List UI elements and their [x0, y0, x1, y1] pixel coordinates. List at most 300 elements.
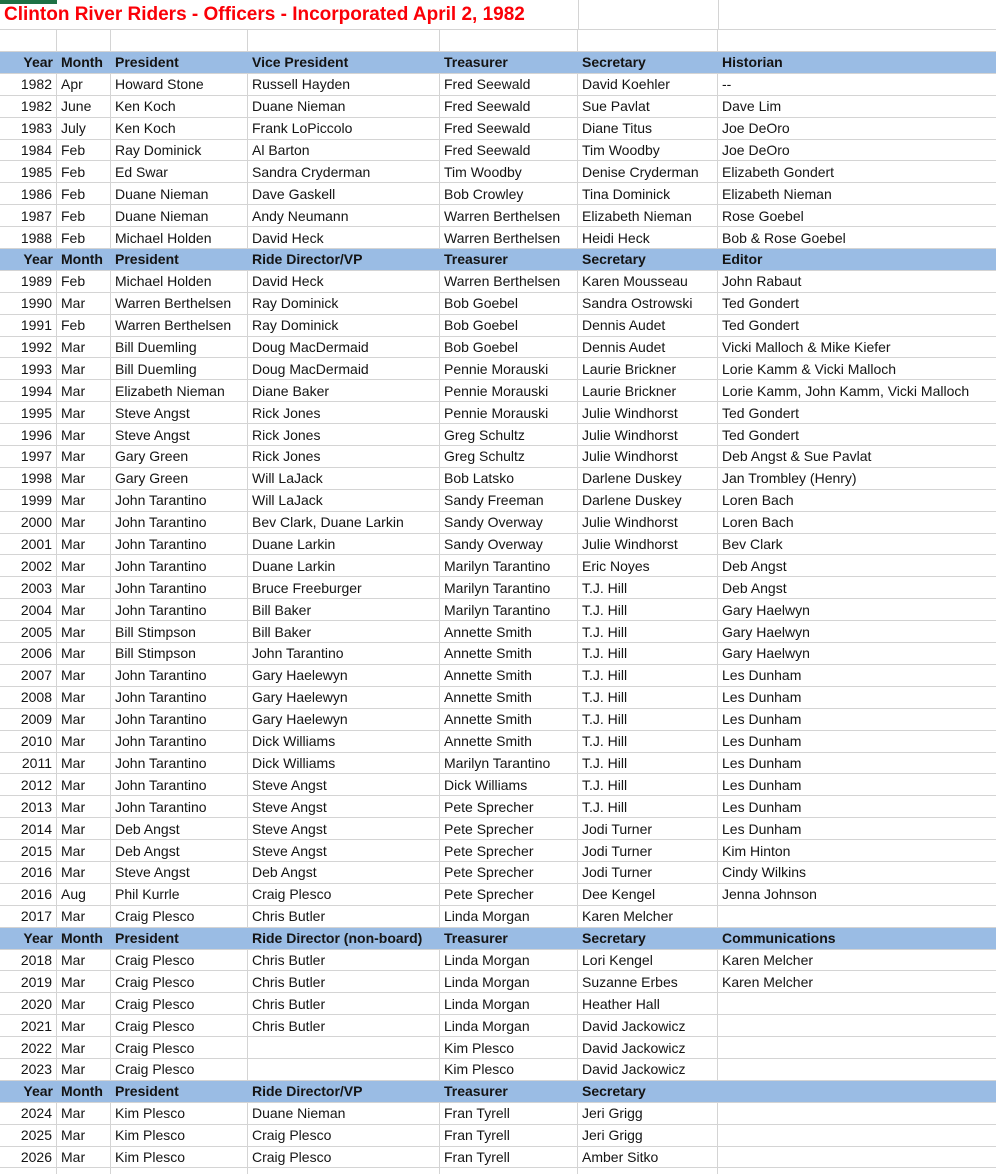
cell-extra[interactable]: Ted Gondert [722, 317, 800, 334]
cell-secretary[interactable]: David Jackowicz [578, 1037, 718, 1058]
cell-president[interactable]: Warren Berthelsen [111, 315, 248, 336]
cell-month[interactable]: Feb [57, 205, 111, 226]
header-cell-secretary[interactable]: Secretary [582, 251, 646, 268]
cell-vp[interactable]: Diane Baker [248, 380, 440, 401]
cell-vp[interactable]: Gary Haelewyn [248, 687, 440, 708]
cell-year[interactable]: 2013 [0, 796, 57, 817]
cell-month[interactable]: Mar [57, 643, 111, 664]
cell-year[interactable]: 2000 [0, 512, 57, 533]
cell-vp[interactable]: Steve Angst [248, 796, 440, 817]
cell-month[interactable]: Mar [57, 402, 111, 423]
cell-secretary[interactable]: Darlene Duskey [578, 490, 718, 511]
cell-secretary[interactable]: Denise Cryderman [578, 161, 718, 182]
cell-president[interactable]: Craig Plesco [111, 971, 248, 992]
cell-secretary[interactable]: Julie Windhorst [578, 402, 718, 423]
cell-treasurer[interactable]: Bob Goebel [440, 293, 578, 314]
cell-extra[interactable]: Les Dunham [722, 798, 802, 815]
cell-year[interactable]: 2014 [0, 818, 57, 839]
cell-vp[interactable]: Russell Hayden [248, 74, 440, 95]
empty-cell[interactable] [57, 30, 111, 51]
cell-vp[interactable]: Sandra Cryderman [248, 161, 440, 182]
cell-month[interactable]: Mar [57, 840, 111, 861]
empty-cell[interactable] [0, 30, 57, 51]
cell-vp[interactable]: Dick Williams [248, 731, 440, 752]
cell-president[interactable]: Craig Plesco [111, 1015, 248, 1036]
cell-vp[interactable]: Ray Dominick [248, 315, 440, 336]
header-cell-secretary[interactable]: Secretary [582, 930, 646, 947]
cell-secretary[interactable]: Elizabeth Nieman [578, 205, 718, 226]
cell-secretary[interactable]: T.J. Hill [578, 687, 718, 708]
cell-month[interactable]: July [57, 118, 111, 139]
empty-cell[interactable] [0, 1168, 57, 1174]
cell-president[interactable]: Phil Kurrle [111, 884, 248, 905]
cell-president[interactable]: Steve Angst [111, 424, 248, 445]
cell-month[interactable]: Mar [57, 818, 111, 839]
cell-extra[interactable]: Les Dunham [722, 820, 802, 837]
cell-president[interactable]: Michael Holden [111, 271, 248, 292]
cell-secretary[interactable]: Karen Melcher [578, 906, 718, 927]
header-cell-president[interactable]: President [115, 1083, 179, 1100]
cell-treasurer[interactable]: Marilyn Tarantino [440, 753, 578, 774]
cell-president[interactable]: Duane Nieman [111, 183, 248, 204]
cell-vp[interactable]: Will LaJack [248, 490, 440, 511]
cell-month[interactable]: Mar [57, 753, 111, 774]
empty-cell[interactable] [718, 0, 996, 29]
cell-year[interactable]: 2007 [0, 665, 57, 686]
cell-vp[interactable]: Duane Larkin [248, 555, 440, 576]
cell-extra[interactable]: Cindy Wilkins [722, 864, 807, 881]
cell-vp[interactable]: Craig Plesco [248, 1147, 440, 1168]
cell-extra[interactable]: Gary Haelwyn [722, 645, 810, 662]
cell-secretary[interactable]: David Jackowicz [578, 1059, 718, 1080]
cell-extra[interactable]: Les Dunham [722, 754, 802, 771]
cell-vp[interactable]: Craig Plesco [248, 1125, 440, 1146]
cell-month[interactable]: Mar [57, 1147, 111, 1168]
cell-extra[interactable]: Gary Haelwyn [722, 601, 810, 618]
cell-secretary[interactable]: Tina Dominick [578, 183, 718, 204]
cell-year[interactable]: 1982 [0, 96, 57, 117]
cell-extra[interactable]: Lorie Kamm & Vicki Malloch [722, 360, 897, 377]
cell-month[interactable]: Mar [57, 993, 111, 1014]
header-cell-month[interactable]: Month [61, 1083, 103, 1100]
cell-vp[interactable]: Bruce Freeburger [248, 577, 440, 598]
header-cell-secretary[interactable]: Secretary [582, 54, 646, 71]
cell-month[interactable]: Mar [57, 337, 111, 358]
cell-month[interactable]: Mar [57, 621, 111, 642]
empty-cell[interactable] [718, 30, 996, 51]
cell-month[interactable]: Mar [57, 665, 111, 686]
cell-treasurer[interactable]: Marilyn Tarantino [440, 599, 578, 620]
header-cell-vp[interactable]: Ride Director/VP [252, 1083, 363, 1100]
cell-month[interactable]: Feb [57, 315, 111, 336]
cell-month[interactable]: Aug [57, 884, 111, 905]
cell-vp[interactable]: John Tarantino [248, 643, 440, 664]
cell-vp[interactable]: Rick Jones [248, 424, 440, 445]
cell-secretary[interactable]: T.J. Hill [578, 796, 718, 817]
cell-secretary[interactable]: Sandra Ostrowski [578, 293, 718, 314]
cell-vp[interactable]: Andy Neumann [248, 205, 440, 226]
cell-extra[interactable]: Lorie Kamm, John Kamm, Vicki Malloch [722, 382, 970, 399]
header-cell-year[interactable]: Year [23, 1083, 53, 1100]
cell-extra[interactable]: Joe DeOro [722, 142, 790, 158]
cell-year[interactable]: 1994 [0, 380, 57, 401]
cell-year[interactable]: 2012 [0, 774, 57, 795]
cell-year[interactable]: 2019 [0, 971, 57, 992]
cell-treasurer[interactable]: Kim Plesco [440, 1037, 578, 1058]
cell-month[interactable]: Mar [57, 774, 111, 795]
cell-secretary[interactable]: Eric Noyes [578, 555, 718, 576]
cell-secretary[interactable]: Julie Windhorst [578, 424, 718, 445]
cell-treasurer[interactable]: Annette Smith [440, 731, 578, 752]
cell-secretary[interactable]: Jeri Grigg [578, 1125, 718, 1146]
cell-secretary[interactable]: Suzanne Erbes [578, 971, 718, 992]
header-cell-month[interactable]: Month [61, 930, 103, 947]
cell-vp[interactable]: Duane Nieman [248, 1103, 440, 1124]
cell-president[interactable]: Michael Holden [111, 227, 248, 248]
cell-extra[interactable]: Ted Gondert [722, 295, 800, 312]
cell-president[interactable]: Craig Plesco [111, 906, 248, 927]
header-cell-year[interactable]: Year [23, 251, 53, 268]
cell-extra[interactable] [718, 1147, 996, 1168]
cell-extra[interactable]: Gary Haelwyn [722, 623, 810, 640]
cell-president[interactable]: Ray Dominick [111, 140, 248, 161]
cell-president[interactable]: John Tarantino [111, 534, 248, 555]
empty-cell[interactable] [248, 30, 440, 51]
header-cell-treasurer[interactable]: Treasurer [444, 54, 508, 71]
cell-year[interactable]: 1986 [0, 183, 57, 204]
cell-extra[interactable]: Bev Clark [722, 536, 783, 553]
cell-extra[interactable] [718, 1103, 996, 1124]
empty-cell[interactable] [440, 1168, 578, 1174]
cell-month[interactable]: Mar [57, 796, 111, 817]
cell-extra[interactable]: Ted Gondert [722, 404, 800, 421]
header-cell-extra[interactable]: Communications [722, 930, 836, 947]
cell-treasurer[interactable]: Fred Seewald [440, 118, 578, 139]
cell-treasurer[interactable]: Annette Smith [440, 687, 578, 708]
cell-secretary[interactable]: Heather Hall [578, 993, 718, 1014]
header-cell-vp[interactable]: Ride Director/VP [252, 251, 363, 268]
cell-month[interactable]: Feb [57, 271, 111, 292]
cell-secretary[interactable]: Tim Woodby [578, 140, 718, 161]
cell-extra[interactable] [718, 1015, 996, 1036]
cell-secretary[interactable]: David Koehler [578, 74, 718, 95]
cell-treasurer[interactable]: Fred Seewald [440, 96, 578, 117]
cell-month[interactable]: Mar [57, 687, 111, 708]
cell-month[interactable]: Feb [57, 183, 111, 204]
cell-month[interactable]: Mar [57, 358, 111, 379]
cell-secretary[interactable]: Julie Windhorst [578, 512, 718, 533]
cell-month[interactable]: Feb [57, 227, 111, 248]
cell-month[interactable]: Mar [57, 1059, 111, 1080]
cell-president[interactable]: Ken Koch [111, 96, 248, 117]
cell-treasurer[interactable]: Kim Plesco [440, 1059, 578, 1080]
empty-cell[interactable] [578, 0, 718, 29]
cell-extra[interactable] [718, 1059, 996, 1080]
cell-vp[interactable]: Chris Butler [248, 993, 440, 1014]
cell-vp[interactable]: David Heck [248, 227, 440, 248]
cell-vp[interactable]: Chris Butler [248, 971, 440, 992]
cell-extra[interactable]: Deb Angst & Sue Pavlat [722, 448, 872, 465]
cell-president[interactable]: Howard Stone [111, 74, 248, 95]
cell-secretary[interactable]: Dennis Audet [578, 315, 718, 336]
cell-president[interactable]: John Tarantino [111, 731, 248, 752]
cell-extra[interactable]: Loren Bach [722, 514, 794, 531]
cell-treasurer[interactable]: Pete Sprecher [440, 818, 578, 839]
empty-cell[interactable] [578, 30, 718, 51]
cell-president[interactable]: Kim Plesco [111, 1147, 248, 1168]
cell-year[interactable]: 1996 [0, 424, 57, 445]
cell-president[interactable]: Gary Green [111, 468, 248, 489]
cell-extra[interactable] [718, 906, 996, 927]
cell-treasurer[interactable]: Pennie Morauski [440, 402, 578, 423]
cell-extra[interactable]: Deb Angst [722, 557, 787, 574]
cell-treasurer[interactable]: Bob Goebel [440, 315, 578, 336]
cell-president[interactable]: John Tarantino [111, 687, 248, 708]
cell-year[interactable]: 2015 [0, 840, 57, 861]
cell-month[interactable]: Apr [57, 74, 111, 95]
cell-treasurer[interactable]: Fran Tyrell [440, 1125, 578, 1146]
header-cell-month[interactable]: Month [61, 54, 103, 71]
cell-secretary[interactable]: Julie Windhorst [578, 446, 718, 467]
header-cell-year[interactable]: Year [23, 54, 53, 71]
cell-month[interactable]: Mar [57, 862, 111, 883]
empty-cell[interactable] [440, 30, 578, 51]
cell-extra[interactable]: Elizabeth Gondert [722, 163, 835, 180]
cell-president[interactable]: Craig Plesco [111, 1059, 248, 1080]
cell-president[interactable]: Ed Swar [111, 161, 248, 182]
cell-year[interactable]: 2017 [0, 906, 57, 927]
cell-secretary[interactable]: T.J. Hill [578, 709, 718, 730]
cell-extra[interactable]: Les Dunham [722, 667, 802, 684]
cell-vp[interactable]: Bill Baker [248, 621, 440, 642]
cell-year[interactable]: 1998 [0, 468, 57, 489]
cell-year[interactable]: 1990 [0, 293, 57, 314]
cell-month[interactable]: Mar [57, 380, 111, 401]
empty-cell[interactable] [57, 1168, 111, 1174]
cell-extra[interactable]: Joe DeOro [722, 120, 790, 137]
cell-year[interactable]: 1997 [0, 446, 57, 467]
cell-treasurer[interactable]: Tim Woodby [440, 161, 578, 182]
cell-extra[interactable] [718, 1037, 996, 1058]
cell-secretary[interactable]: Laurie Brickner [578, 358, 718, 379]
cell-treasurer[interactable]: Pete Sprecher [440, 840, 578, 861]
cell-president[interactable]: Bill Duemling [111, 337, 248, 358]
cell-president[interactable]: Elizabeth Nieman [111, 380, 248, 401]
empty-cell[interactable] [718, 1168, 996, 1174]
cell-year[interactable]: 2022 [0, 1037, 57, 1058]
header-cell-treasurer[interactable]: Treasurer [444, 930, 508, 947]
cell-extra[interactable]: Jenna Johnson [722, 886, 817, 903]
header-cell-month[interactable]: Month [61, 251, 103, 268]
cell-extra[interactable]: Les Dunham [722, 733, 802, 750]
cell-secretary[interactable]: Darlene Duskey [578, 468, 718, 489]
cell-president[interactable]: Steve Angst [111, 862, 248, 883]
cell-extra[interactable]: Bob & Rose Goebel [722, 229, 846, 246]
cell-extra[interactable]: Deb Angst [722, 579, 787, 596]
cell-president[interactable]: Bill Stimpson [111, 621, 248, 642]
cell-treasurer[interactable]: Warren Berthelsen [440, 227, 578, 248]
cell-president[interactable]: Craig Plesco [111, 993, 248, 1014]
cell-president[interactable]: Gary Green [111, 446, 248, 467]
cell-vp[interactable]: Duane Larkin [248, 534, 440, 555]
cell-secretary[interactable]: Amber Sitko [578, 1147, 718, 1168]
cell-treasurer[interactable]: Pete Sprecher [440, 862, 578, 883]
cell-month[interactable]: Mar [57, 950, 111, 971]
cell-president[interactable]: John Tarantino [111, 555, 248, 576]
cell-month[interactable]: Mar [57, 731, 111, 752]
cell-treasurer[interactable]: Bob Latsko [440, 468, 578, 489]
cell-secretary[interactable]: T.J. Hill [578, 753, 718, 774]
cell-secretary[interactable]: Karen Mousseau [578, 271, 718, 292]
cell-vp[interactable]: Rick Jones [248, 402, 440, 423]
cell-extra[interactable]: Vicki Malloch & Mike Kiefer [722, 339, 891, 356]
cell-secretary[interactable]: Jodi Turner [578, 840, 718, 861]
cell-vp[interactable]: Ray Dominick [248, 293, 440, 314]
cell-month[interactable]: Mar [57, 446, 111, 467]
cell-president[interactable]: Bill Stimpson [111, 643, 248, 664]
cell-extra[interactable]: Rose Goebel [722, 207, 804, 224]
cell-secretary[interactable]: Sue Pavlat [578, 96, 718, 117]
cell-treasurer[interactable]: Linda Morgan [440, 1015, 578, 1036]
cell-president[interactable]: Warren Berthelsen [111, 293, 248, 314]
cell-treasurer[interactable]: Marilyn Tarantino [440, 577, 578, 598]
cell-year[interactable]: 2002 [0, 555, 57, 576]
empty-cell[interactable] [111, 1168, 248, 1174]
cell-treasurer[interactable]: Marilyn Tarantino [440, 555, 578, 576]
cell-extra[interactable]: Loren Bach [722, 492, 794, 509]
cell-extra[interactable]: Kim Hinton [722, 842, 791, 859]
cell-president[interactable]: Deb Angst [111, 840, 248, 861]
cell-month[interactable]: Mar [57, 490, 111, 511]
cell-month[interactable]: Mar [57, 512, 111, 533]
cell-month[interactable]: Mar [57, 1103, 111, 1124]
cell-secretary[interactable]: Dee Kengel [578, 884, 718, 905]
cell-secretary[interactable]: T.J. Hill [578, 774, 718, 795]
cell-year[interactable]: 2023 [0, 1059, 57, 1080]
cell-president[interactable]: Craig Plesco [111, 950, 248, 971]
cell-secretary[interactable]: T.J. Hill [578, 621, 718, 642]
header-cell-year[interactable]: Year [23, 930, 53, 947]
cell-extra[interactable]: Les Dunham [722, 776, 802, 793]
cell-president[interactable]: John Tarantino [111, 753, 248, 774]
cell-president[interactable]: John Tarantino [111, 577, 248, 598]
cell-vp[interactable]: Chris Butler [248, 906, 440, 927]
cell-treasurer[interactable]: Fran Tyrell [440, 1147, 578, 1168]
cell-month[interactable]: Mar [57, 906, 111, 927]
cell-vp[interactable]: Al Barton [248, 140, 440, 161]
cell-secretary[interactable]: T.J. Hill [578, 731, 718, 752]
cell-month[interactable]: Mar [57, 1037, 111, 1058]
cell-secretary[interactable]: T.J. Hill [578, 643, 718, 664]
cell-year[interactable]: 1993 [0, 358, 57, 379]
cell-treasurer[interactable]: Greg Schultz [440, 424, 578, 445]
cell-secretary[interactable]: Dennis Audet [578, 337, 718, 358]
cell-vp[interactable]: Gary Haelewyn [248, 665, 440, 686]
cell-treasurer[interactable]: Annette Smith [440, 621, 578, 642]
cell-month[interactable]: Mar [57, 534, 111, 555]
cell-secretary[interactable]: Jeri Grigg [578, 1103, 718, 1124]
header-cell-president[interactable]: President [115, 54, 179, 71]
cell-year[interactable]: 2024 [0, 1103, 57, 1124]
cell-vp[interactable]: David Heck [248, 271, 440, 292]
cell-vp[interactable]: Bill Baker [248, 599, 440, 620]
cell-year[interactable]: 1985 [0, 161, 57, 182]
cell-extra[interactable]: Karen Melcher [722, 951, 814, 968]
cell-year[interactable]: 2001 [0, 534, 57, 555]
cell-month[interactable]: Mar [57, 971, 111, 992]
cell-secretary[interactable]: T.J. Hill [578, 599, 718, 620]
cell-month[interactable]: Mar [57, 468, 111, 489]
cell-vp[interactable]: Chris Butler [248, 950, 440, 971]
cell-treasurer[interactable]: Sandy Overway [440, 534, 578, 555]
cell-vp[interactable]: Doug MacDermaid [248, 358, 440, 379]
cell-treasurer[interactable]: Fred Seewald [440, 74, 578, 95]
cell-treasurer[interactable]: Linda Morgan [440, 993, 578, 1014]
cell-vp[interactable]: Craig Plesco [248, 884, 440, 905]
cell-year[interactable]: 1992 [0, 337, 57, 358]
cell-extra[interactable] [718, 993, 996, 1014]
cell-vp[interactable] [248, 1059, 440, 1080]
cell-year[interactable]: 2005 [0, 621, 57, 642]
cell-year[interactable]: 2010 [0, 731, 57, 752]
cell-treasurer[interactable]: Dick Williams [440, 774, 578, 795]
cell-treasurer[interactable]: Annette Smith [440, 665, 578, 686]
cell-treasurer[interactable]: Annette Smith [440, 643, 578, 664]
header-cell-president[interactable]: President [115, 251, 179, 268]
header-cell-secretary[interactable]: Secretary [582, 1083, 646, 1100]
empty-cell[interactable] [578, 1168, 718, 1174]
header-cell-extra[interactable]: Historian [722, 54, 783, 71]
cell-year[interactable]: 1991 [0, 315, 57, 336]
cell-president[interactable]: Kim Plesco [111, 1103, 248, 1124]
header-cell-vp[interactable]: Ride Director (non-board) [252, 930, 423, 947]
cell-year[interactable]: 1982 [0, 74, 57, 95]
cell-vp[interactable]: Chris Butler [248, 1015, 440, 1036]
cell-treasurer[interactable]: Bob Goebel [440, 337, 578, 358]
cell-president[interactable]: Bill Duemling [111, 358, 248, 379]
cell-month[interactable]: Mar [57, 599, 111, 620]
cell-month[interactable]: Mar [57, 577, 111, 598]
cell-president[interactable]: Steve Angst [111, 402, 248, 423]
cell-treasurer[interactable]: Pete Sprecher [440, 796, 578, 817]
cell-vp[interactable]: Rick Jones [248, 446, 440, 467]
header-cell-treasurer[interactable]: Treasurer [444, 251, 508, 268]
cell-vp[interactable]: Steve Angst [248, 774, 440, 795]
cell-year[interactable]: 2004 [0, 599, 57, 620]
cell-treasurer[interactable]: Pete Sprecher [440, 884, 578, 905]
cell-treasurer[interactable]: Sandy Overway [440, 512, 578, 533]
header-cell-president[interactable]: President [115, 930, 179, 947]
cell-treasurer[interactable]: Pennie Morauski [440, 380, 578, 401]
cell-vp[interactable]: Duane Nieman [248, 96, 440, 117]
cell-month[interactable]: Mar [57, 1125, 111, 1146]
cell-month[interactable]: Mar [57, 424, 111, 445]
cell-president[interactable]: Kim Plesco [111, 1125, 248, 1146]
cell-vp[interactable]: Dave Gaskell [248, 183, 440, 204]
cell-month[interactable]: Mar [57, 1015, 111, 1036]
cell-vp[interactable] [248, 1037, 440, 1058]
cell-president[interactable]: John Tarantino [111, 599, 248, 620]
cell-treasurer[interactable]: Fred Seewald [440, 140, 578, 161]
cell-secretary[interactable]: Laurie Brickner [578, 380, 718, 401]
cell-year[interactable]: 2026 [0, 1147, 57, 1168]
header-cell-treasurer[interactable]: Treasurer [444, 1083, 508, 1100]
cell-year[interactable]: 1988 [0, 227, 57, 248]
cell-extra[interactable]: Jan Trombley (Henry) [722, 470, 857, 487]
cell-year[interactable]: 1983 [0, 118, 57, 139]
cell-extra[interactable]: Dave Lim [722, 98, 782, 115]
cell-president[interactable]: John Tarantino [111, 490, 248, 511]
